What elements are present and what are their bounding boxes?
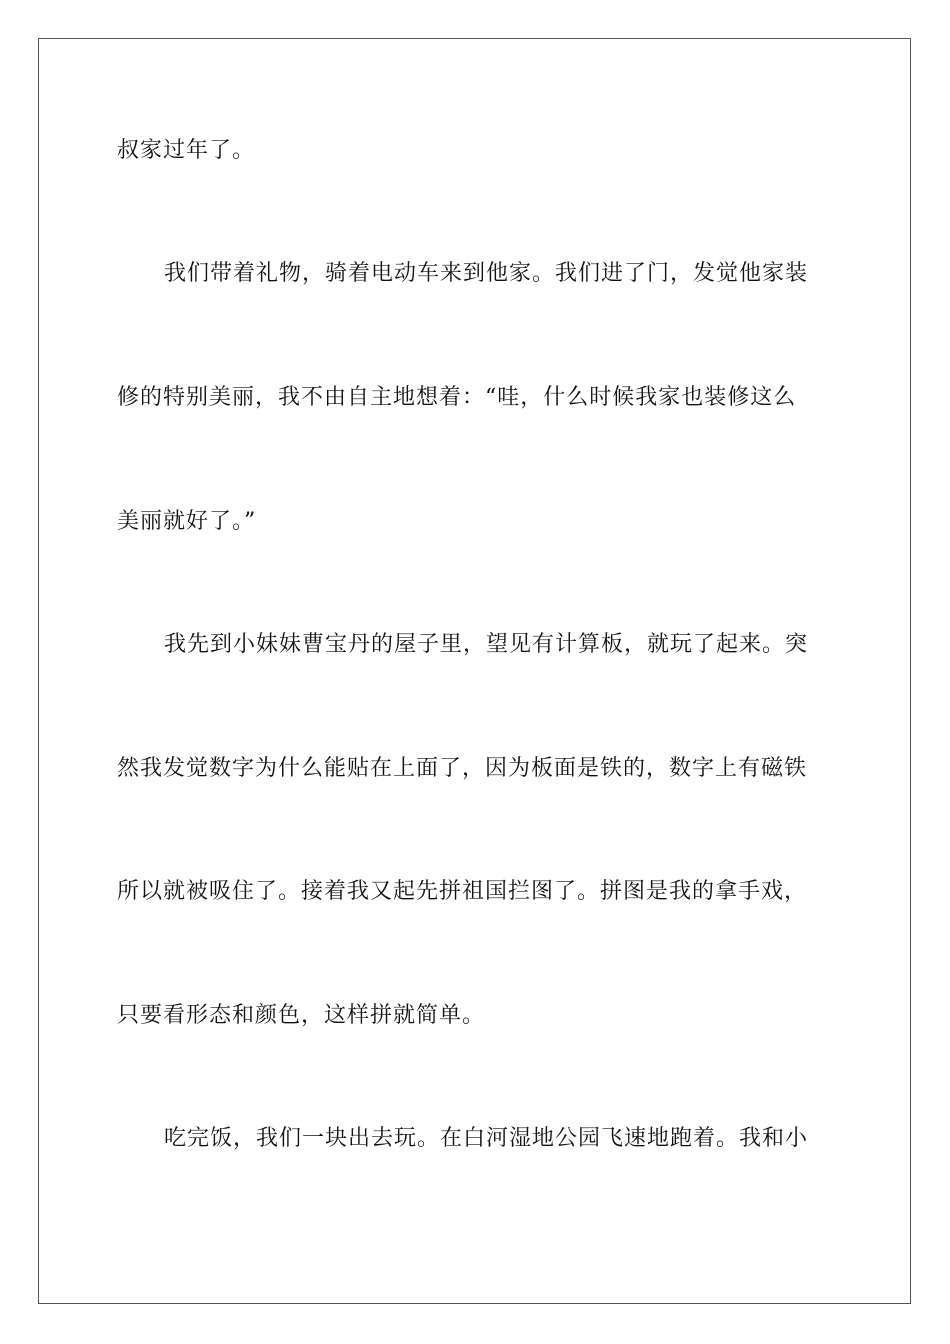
text-line: 所以就被吸住了。接着我又起先拼祖国拦图了。拼图是我的拿手戏， (117, 879, 808, 904)
text-line: 只要看形态和颜色，这样拼就简单。 (117, 1003, 486, 1028)
text-line: 美丽就好了。” (117, 509, 257, 534)
paragraph-start-line: 我们带着礼物，骑着电动车来到他家。我们进了门，发觉他家装 (164, 261, 809, 286)
page-border (38, 38, 911, 1304)
paragraph-start-line: 吃完饭，我们一块出去玩。在白河湿地公园飞速地跑着。我和小 (164, 1126, 809, 1151)
text-line: 叔家过年了。 (117, 138, 256, 163)
text-line: 然我发觉数字为什么能贴在上面了，因为板面是铁的，数字上有磁铁 (117, 756, 808, 781)
paragraph-start-line: 我先到小妹妹曹宝丹的屋子里，望见有计算板，就玩了起来。突 (164, 632, 809, 657)
text-line: 修的特别美丽，我不由自主地想着：“哇，什么时候我家也装修这么 (117, 385, 797, 410)
